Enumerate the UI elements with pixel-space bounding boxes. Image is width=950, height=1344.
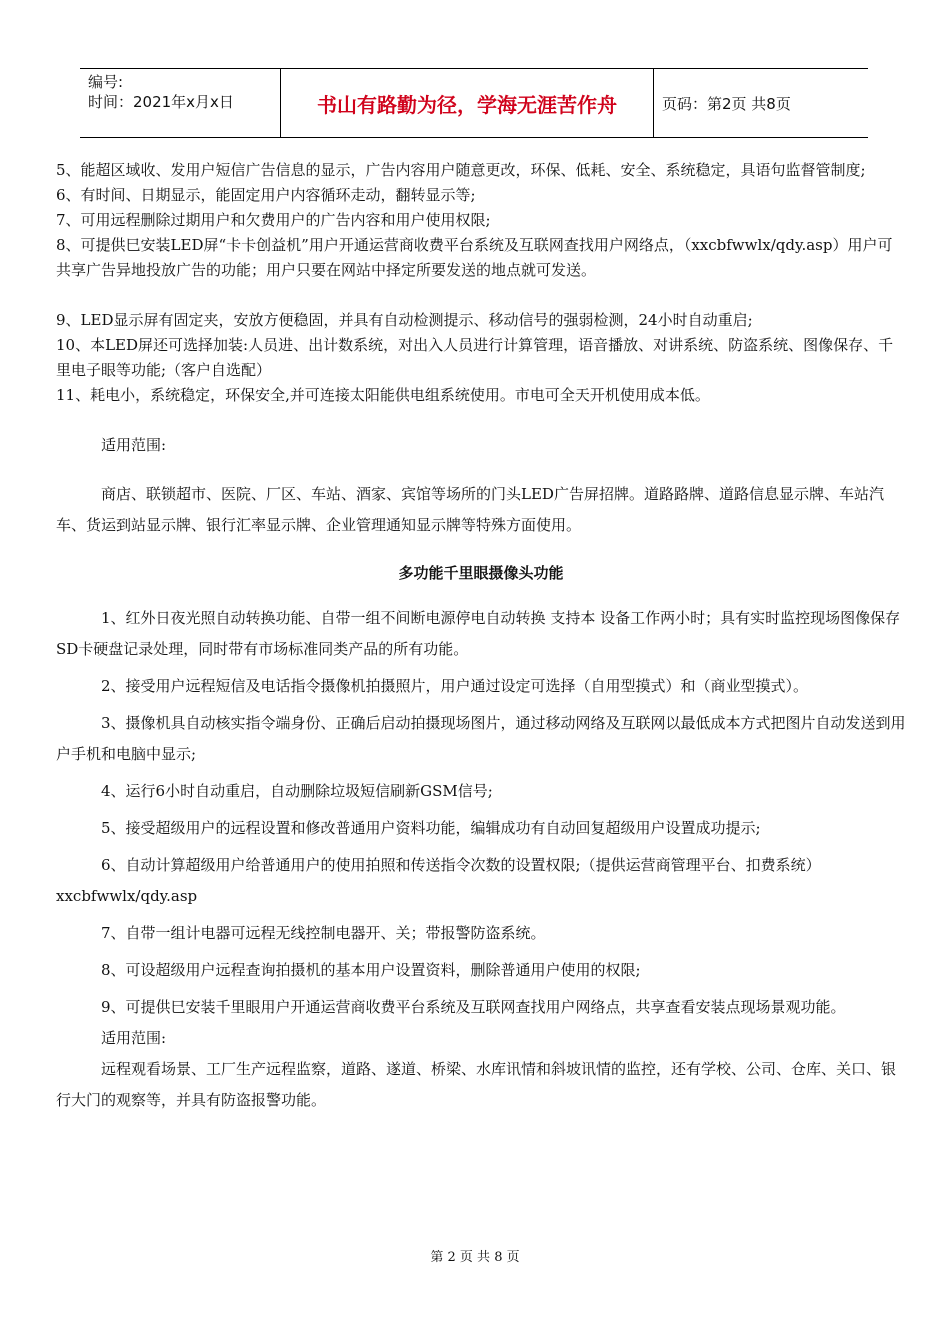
list-item: 6、自动计算超级用户给普通用户的使用拍照和传送指令次数的设置权限;（提供运营商管理平台、扣费系统）xxcbfwwlx/qdy.asp — [56, 856, 821, 905]
list-item: 3、摄像机具自动核实指令端身份、正确后启动拍摄现场图片，通过移动网络及互联网以最低成本方式把图片自动发送到用户手机和电脑中显示; — [56, 714, 906, 763]
page-header — [80, 68, 868, 138]
list-item: 6、有时间、日期显示，能固定用户内容循环走动，翻转显示等; — [56, 186, 476, 204]
page-footer: 第 2 页 共 8 页 — [430, 1250, 520, 1265]
list-item: 11、耗电小，系统稳定，环保安全,并可连接太阳能供电组系统使用。市电可全天开机使用成本低。 — [56, 386, 710, 404]
section-title: 多功能千里眼摄像头功能 — [398, 564, 564, 582]
scope-text: 商店、联锁超市、医院、厂区、车站、酒家、宾馆等场所的门头LED广告屏招牌。道路路牌、道路信息显示牌、车站汽车、货运到站显示牌、银行汇率显示牌、企业管理通知显示牌等特殊方面使用。 — [56, 485, 884, 534]
list-item: 2、接受用户远程短信及电话指令摄像机拍摄照片，用户通过设定可选择（自用型摸式）和（商业型摸式）。 — [101, 677, 809, 695]
list-item: 7、可用远程删除过期用户和欠费用户的广告内容和用户使用权限; — [56, 211, 491, 229]
list-item: 4、运行6小时自动重启，自动删除垃圾短信刷新GSM信号; — [101, 782, 493, 800]
scope-label: 适用范围: — [101, 1029, 167, 1047]
list-item: 9、可提供巳安装千里眼用户开通运营商收费平台系统及互联网查找用户网络点，共享查看安装点现场景观功能。 — [101, 998, 846, 1016]
header-motto: 书山有路勤为径，学海无涯苦作舟 — [280, 69, 654, 137]
time-label: 时间：2021年x月x日 — [88, 93, 234, 111]
list-item: 9、LED显示屏有固定夹，安放方便稳固，并具有自动检测提示、移动信号的强弱检测，24小时自动重启; — [56, 311, 753, 329]
list-item: 10、本LED屏还可选择加装:人员进、出计数系统，对出入人员进行计算管理，语音播放、对讲系统、防盗系统、图像保存、千里电子眼等功能;（客户自选配） — [56, 336, 894, 379]
list-item: 1、红外日夜光照自动转换功能、自带一组不间断电源停电自动转换 支持本 设备工作两小时；具有实时监控现场图像保存SD卡硬盘记录处理，同时带有市场标准同类产品的所有功能。 — [56, 609, 901, 658]
document-body — [56, 158, 906, 1116]
list-item: 7、自带一组计电器可远程无线控制电器开、关；带报警防盗系统。 — [101, 924, 546, 942]
number-label: 编号: — [88, 73, 124, 91]
scope-label: 适用范围: — [101, 436, 167, 454]
list-item: 5、接受超级用户的远程设置和修改普通用户资料功能，编辑成功有自动回复超级用户设置成功提示; — [101, 819, 761, 837]
scope-text: 远程观看场景、工厂生产远程监察，道路、遂道、桥梁、水库讯情和斜坡讯情的监控，还有学校、公司、仓库、关口、银行大门的观察等，并具有防盗报警功能。 — [56, 1060, 897, 1109]
header-page-info: 页码：第2页 共8页 — [662, 94, 791, 113]
list-item: 5、能超区域收、发用户短信广告信息的显示，广告内容用户随意更改，环保、低耗、安全、系统稳定，具语句监督管制度; — [56, 161, 866, 179]
list-item: 8、可设超级用户远程查询拍摄机的基本用户设置资料，删除普通用户使用的权限; — [101, 961, 641, 979]
list-item: 8、可提供巳安装LED屏“卡卡创益机”用户开通运营商收费平台系统及互联网查找用户网络点，（xxcbfwwlx/qdy.asp）用户可共享广告异地投放广告的功能；用户只要在网站中择定所要发送的地点就可发送。 — [56, 236, 893, 279]
header-meta — [80, 69, 280, 137]
